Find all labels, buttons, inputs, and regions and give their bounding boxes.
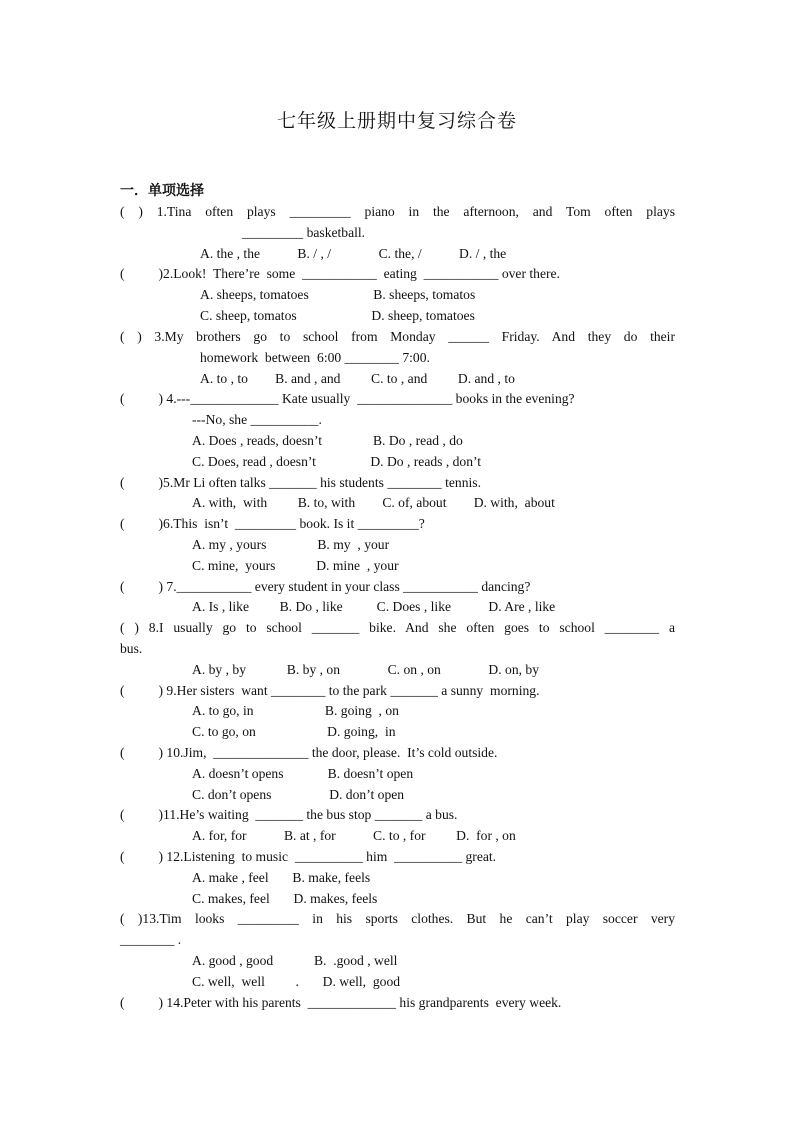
question-9-options-2: C. to go, on D. going, in	[192, 724, 396, 739]
question-4-options-1: A. Does , reads, doesn’t B. Do , read , do	[192, 433, 463, 448]
question-3-continuation: homework between 6:00 ________ 7:00.	[200, 350, 430, 365]
question-11-options: A. for, for B. at , for C. to , for D. for , on	[192, 828, 516, 843]
question-6-options-2: C. mine, yours D. mine , your	[192, 558, 399, 573]
question-12-options-1: A. make , feel B. make, feels	[192, 870, 371, 885]
section-heading: 一．单项选择	[120, 183, 204, 199]
question-2: ( )2.Look! There’re some ___________ eating ___________ over there.	[120, 266, 560, 281]
question-6: ( )6.This isn’t _________ book. Is it _________?	[120, 516, 425, 531]
question-10: ( ) 10.Jim, ______________ the door, please. It’s cold outside.	[120, 745, 498, 760]
question-5: ( )5.Mr Li often talks _______ his students ________ tennis.	[120, 475, 481, 490]
question-9-options-1: A. to go, in B. going , on	[192, 703, 399, 718]
question-5-options: A. with, with B. to, with C. of, about D. with, about	[192, 495, 555, 510]
question-1-options: A. the , the B. / , / C. the, / D. / , the	[200, 246, 507, 261]
question-7: ( ) 7.___________ every student in your class ___________ dancing?	[120, 579, 531, 594]
question-13-continuation: ________ .	[120, 932, 182, 947]
question-8-continuation: bus.	[120, 641, 143, 656]
question-2-options-1: A. sheeps, tomatoes B. sheeps, tomatos	[200, 287, 476, 302]
question-1-continuation: _________ basketball.	[242, 225, 366, 240]
question-11: ( )11.He’s waiting _______ the bus stop _______ a bus.	[120, 807, 458, 822]
question-8: ( ) 8.I usually go to school _______ bike. And she often goes to school ________ a	[120, 620, 675, 635]
question-8-options: A. by , by B. by , on C. on , on D. on, by	[192, 662, 540, 677]
question-3: ( ) 3.My brothers go to school from Monday ______ Friday. And they do their	[120, 329, 675, 344]
question-3-options: A. to , to B. and , and C. to , and D. and , to	[200, 371, 515, 386]
question-2-options-2: C. sheep, tomatos D. sheep, tomatoes	[200, 308, 475, 323]
question-4-options-2: C. Does, read , doesn’t D. Do , reads , don’t	[192, 454, 482, 469]
question-12-options-2: C. makes, feel D. makes, feels	[192, 891, 378, 906]
question-6-options-1: A. my , yours B. my , your	[192, 537, 390, 552]
question-14: ( ) 14.Peter with his parents _____________ his grandparents every week.	[120, 995, 562, 1010]
question-4-continuation: ---No, she __________.	[192, 412, 322, 427]
question-9: ( ) 9.Her sisters want ________ to the park _______ a sunny morning.	[120, 683, 540, 698]
question-7-options: A. Is , like B. Do , like C. Does , like D. Are , like	[192, 599, 556, 614]
question-12: ( ) 12.Listening to music __________ him __________ great.	[120, 849, 497, 864]
question-4: ( ) 4.---_____________ Kate usually ______________ books in the evening?	[120, 391, 575, 406]
question-10-options-2: C. don’t opens D. don’t open	[192, 787, 405, 802]
question-10-options-1: A. doesn’t opens B. doesn’t open	[192, 766, 414, 781]
question-1: ( ) 1.Tina often plays _________ piano in the afternoon, and Tom often plays	[120, 204, 675, 219]
question-13-options-2: C. well, well . D. well, good	[192, 974, 401, 989]
page-title: 七年级上册期中复习综合卷	[276, 110, 517, 132]
question-13-options-1: A. good , good B. .good , well	[192, 953, 398, 968]
question-13: ( )13.Tim looks _________ in his sports clothes. But he can’t play soccer very	[120, 911, 675, 926]
